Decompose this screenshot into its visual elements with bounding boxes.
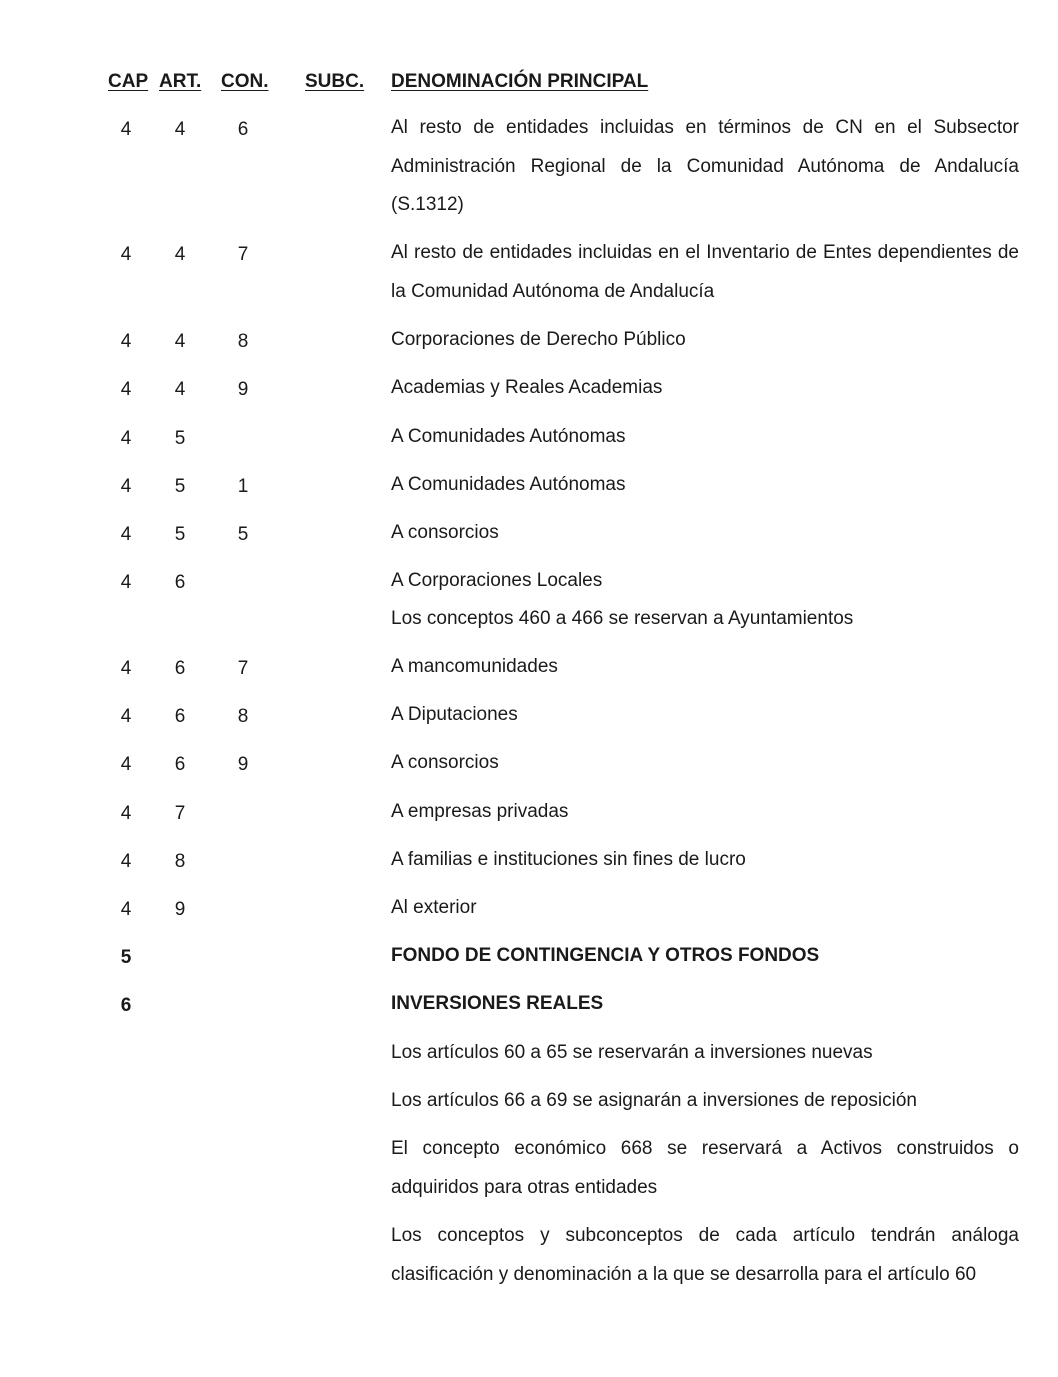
con-value: 7 [237, 658, 249, 679]
denominacion-text [391, 1217, 1019, 1294]
cap-value: 4 [120, 658, 132, 679]
con-value: 1 [237, 476, 249, 497]
denominacion-line: INVERSIONES REALES [391, 993, 604, 1014]
art-value: 5 [174, 428, 186, 449]
denominacion-line: Los artículos 66 a 69 se asignarán a inversiones de reposición [391, 1090, 917, 1111]
denominacion-text [391, 937, 1019, 976]
art-value: 4 [174, 379, 186, 400]
art-value: 9 [174, 899, 186, 920]
con-value: 9 [237, 379, 249, 400]
denominacion-line: adquiridos para otras entidades [391, 1176, 658, 1198]
cap-value: 4 [120, 428, 132, 449]
denominacion-text [391, 109, 1019, 225]
art-value: 6 [174, 754, 186, 775]
denominacion-line: Academias y Reales Academias [391, 377, 663, 398]
con-value: 8 [237, 331, 249, 352]
cap-value: 4 [120, 754, 132, 775]
denominacion-text [391, 793, 1019, 832]
art-value: 4 [174, 244, 186, 265]
header-con: CON. [221, 71, 269, 92]
con-value: 7 [237, 244, 249, 265]
cap-value: 4 [120, 706, 132, 727]
art-value: 8 [174, 851, 186, 872]
cap-value: 4 [120, 119, 132, 140]
denominacion-text [391, 1082, 1019, 1121]
denominacion-line: A familias e instituciones sin fines de lucro [391, 849, 746, 870]
cap-value: 6 [120, 995, 132, 1016]
denominacion-line: Corporaciones de Derecho Público [391, 329, 686, 350]
denominacion-line: la Comunidad Autónoma de Andalucía [391, 280, 715, 302]
header-cap: CAP [108, 71, 149, 92]
denominacion-line: clasificación y denominación a la que se desarrolla para el artículo 60 [391, 1263, 977, 1285]
cap-value: 4 [120, 379, 132, 400]
cap-value: 4 [120, 244, 132, 265]
denominacion-line: Los artículos 60 a 65 se reservarán a inversiones nuevas [391, 1042, 873, 1063]
art-value: 6 [174, 706, 186, 727]
denominacion-text [391, 889, 1019, 928]
denominacion-line: Los conceptos y subconceptos de cada artículo tendrán análoga [391, 1225, 1019, 1246]
denominacion-text [391, 985, 1019, 1024]
denominacion-line: A mancomunidades [391, 656, 558, 677]
denominacion-text [391, 562, 1019, 601]
denominacion-text [391, 369, 1019, 408]
header-art: ART. [159, 71, 202, 92]
denominacion-text [391, 514, 1019, 553]
denominacion-line: A empresas privadas [391, 801, 569, 822]
cap-value: 4 [120, 572, 132, 593]
art-value: 7 [174, 803, 186, 824]
denominacion-line: A consorcios [391, 522, 499, 543]
cap-value: 4 [120, 524, 132, 545]
con-value: 9 [237, 754, 249, 775]
denominacion-text [391, 418, 1019, 457]
denominacion-text [391, 234, 1019, 311]
denominacion-text [391, 696, 1019, 735]
denominacion-line: A Corporaciones Locales [391, 570, 603, 591]
con-value: 5 [237, 524, 249, 545]
denominacion-line: A consorcios [391, 752, 499, 773]
con-value: 8 [237, 706, 249, 727]
cap-value: 4 [120, 899, 132, 920]
denominacion-line: Al resto de entidades incluidas en el Inventario de Entes dependientes de [391, 242, 1019, 263]
cap-value: 5 [120, 947, 132, 968]
cap-value: 4 [120, 476, 132, 497]
denominacion-text [391, 1130, 1019, 1207]
denominacion-line: A Comunidades Autónomas [391, 426, 626, 447]
art-value: 5 [174, 524, 186, 545]
header-subc: SUBC. [305, 71, 365, 92]
cap-value: 4 [120, 851, 132, 872]
denominacion-text [391, 466, 1019, 505]
denominacion-line: Al exterior [391, 897, 477, 918]
denominacion-text [391, 321, 1019, 360]
denominacion-line: (S.1312) [391, 194, 464, 215]
art-value: 5 [174, 476, 186, 497]
denominacion-line: A Comunidades Autónomas [391, 474, 626, 495]
header-denominacion: DENOMINACIÓN PRINCIPAL [391, 71, 649, 92]
denominacion-text [391, 841, 1019, 880]
cap-value: 4 [120, 331, 132, 352]
denominacion-text [391, 648, 1019, 687]
denominacion-line: El concepto económico 668 se reservará a Activos construidos o [391, 1138, 1019, 1159]
art-value: 4 [174, 331, 186, 352]
art-value: 6 [174, 572, 186, 593]
art-value: 4 [174, 119, 186, 140]
con-value: 6 [237, 119, 249, 140]
denominacion-text [391, 1034, 1019, 1073]
denominacion-line: Administración Regional de la Comunidad Autónoma de Andalucía [391, 155, 1019, 177]
cap-value: 4 [120, 803, 132, 824]
denominacion-line: FONDO DE CONTINGENCIA Y OTROS FONDOS [391, 945, 820, 966]
denominacion-line: A Diputaciones [391, 704, 518, 725]
denominacion-line: Al resto de entidades incluidas en términos de CN en el Subsector [391, 117, 1019, 138]
art-value: 6 [174, 658, 186, 679]
denominacion-text [391, 600, 1019, 639]
denominacion-text [391, 744, 1019, 783]
denominacion-line: Los conceptos 460 a 466 se reservan a Ayuntamientos [391, 608, 854, 629]
